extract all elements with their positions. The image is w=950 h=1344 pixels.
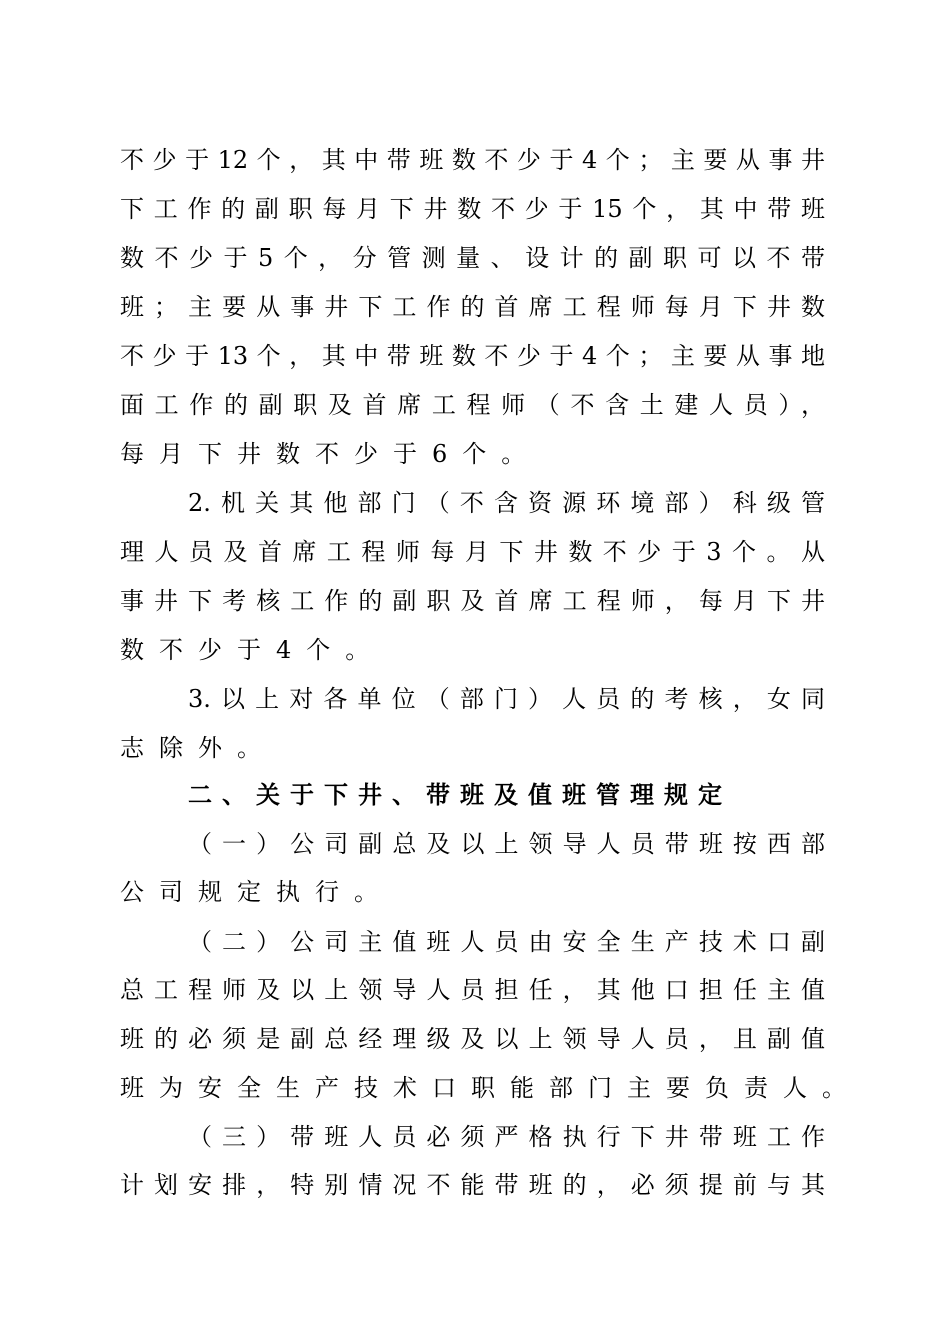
text-line: 数不少于4个。 bbox=[120, 636, 385, 664]
text-line: 公司规定执行。 bbox=[120, 878, 393, 906]
text-line: 下工作的副职每月下井数不少于15个，其中带班 bbox=[120, 195, 825, 223]
text-line: 志除外。 bbox=[120, 734, 276, 762]
text-line: 班的必须是副总经理级及以上领导人员，且副值 bbox=[120, 1025, 825, 1053]
text-line: 2.机关其他部门（不含资源环境部）科级管 bbox=[188, 489, 825, 517]
text-line: 理人员及首席工程师每月下井数不少于3个。从 bbox=[120, 538, 825, 566]
text-line: （一）公司副总及以上领导人员带班按西部 bbox=[188, 830, 825, 858]
text-line: 不少于13个，其中带班数不少于4个；主要从事地 bbox=[120, 342, 825, 370]
text-line: 面工作的副职及首席工程师（不含土建人员）， bbox=[120, 391, 825, 419]
text-line: 计划安排，特别情况不能带班的，必须提前与其 bbox=[120, 1171, 825, 1199]
text-line: 班为安全生产技术口职能部门主要负责人。 bbox=[120, 1074, 861, 1102]
section-heading: 二、关于下井、带班及值班管理规定 bbox=[188, 781, 728, 809]
text-line: （二）公司主值班人员由安全生产技术口副 bbox=[188, 928, 825, 956]
text-line: 班；主要从事井下工作的首席工程师每月下井数 bbox=[120, 293, 825, 321]
text-line: 总工程师及以上领导人员担任，其他口担任主值 bbox=[120, 976, 825, 1004]
text-line: （三）带班人员必须严格执行下井带班工作 bbox=[188, 1123, 825, 1151]
text-line: 事井下考核工作的副职及首席工程师，每月下井 bbox=[120, 587, 825, 615]
text-line: 3.以上对各单位（部门）人员的考核，女同 bbox=[188, 685, 825, 713]
text-line: 数不少于5个，分管测量、设计的副职可以不带 bbox=[120, 244, 825, 272]
text-line: 每月下井数不少于6个。 bbox=[120, 440, 541, 468]
text-line: 不少于12个，其中带班数不少于4个；主要从事井 bbox=[120, 146, 825, 174]
